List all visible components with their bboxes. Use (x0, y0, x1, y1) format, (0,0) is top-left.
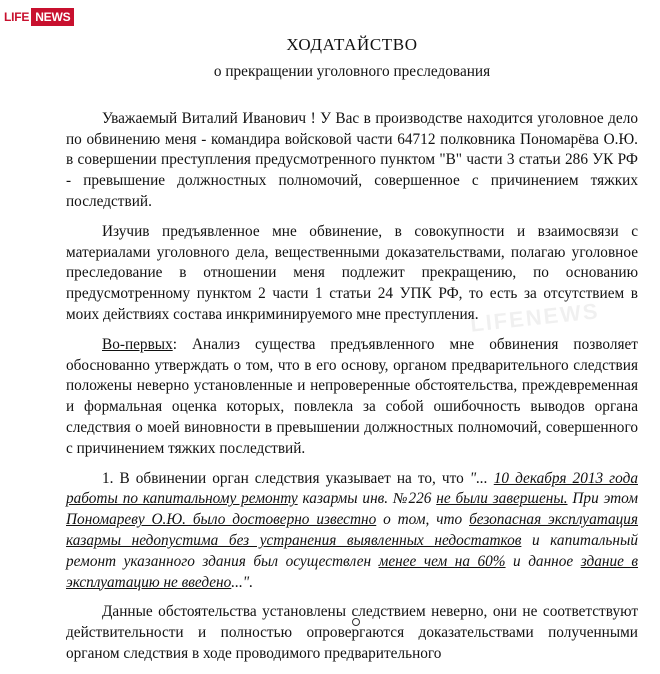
p4-barracks: казармы инв. №226 (297, 490, 437, 508)
paragraph-3-label: Во-первых (102, 335, 173, 353)
p4-quote-close: ...". (231, 573, 254, 591)
p4-not-completed: не были завершены. (436, 490, 568, 508)
p4-date: 10 декабря 2013 года (493, 469, 638, 487)
p4-percent: менее чем на 60% (378, 552, 506, 570)
p4-and: и данное (505, 552, 581, 570)
p4-at-this: При этом (567, 490, 638, 508)
paragraph-4 (66, 469, 638, 594)
p4-not-commissioned: здание в эксплуатацию не введено (66, 552, 639, 591)
paragraph-3 (66, 335, 638, 460)
paragraph-5: Данные обстоятельства установлены следствием неверно, они не соответствуют действительности и полностью опровергаются доказательствами полученными органом следствия в ходе проводимого предварительного (66, 603, 638, 662)
document (66, 30, 638, 674)
document-title: ХОДАТАЙСТВО (286, 35, 418, 54)
logo-life-text: LIFE (4, 10, 30, 24)
paragraph-1: Уважаемый Виталий Иванович ! У Вас в производстве находится уголовное дело по обвинению меня - командира войсковой части 64712 полковника Пономарёва О.Ю. в совершении преступления предусмотренного пунктом "В" части 3 статьи 286 УК РФ - превышение должностных полномочий, совершенное с причинением тяжких последствий. (66, 109, 638, 210)
p4-works: работы по капитальному ремонту (66, 490, 298, 508)
p4-quote-open: "... (469, 469, 494, 487)
lifenews-logo (4, 8, 74, 26)
document-subtitle: о прекращении уголовного преследования (213, 63, 491, 80)
paragraph-2: Изучив предъявленное мне обвинение, в совокупности и взаимосвязи с материалами уголовного дела, вещественными доказательствами, полагаю уголовное преследование в отношении меня подлежит прекращению, по основанию предусмотренному пунктом 2 части 1 статьи 24 УПК РФ, то есть за отсутствием в моих действиях состава инкриминируемого мне преступления. (66, 222, 638, 323)
p4-known: Пономареву О.Ю. было достоверно известно (66, 511, 377, 529)
watermark: LIFENEWS (468, 298, 601, 337)
p4-that: о том, что (376, 511, 470, 529)
p4-intro: 1. В обвинении орган следствия указывает на то, что (102, 469, 470, 487)
logo-news-text: NEWS (31, 8, 74, 26)
p4-safe-operation: безопасная эксплуатация казармы недопустима без устранения выявленных недостатков (66, 511, 639, 549)
p4-repair: и капитальный ремонт указанного здания был осуществлен (66, 531, 638, 570)
paragraph-3-text: : Анализ существа предъявленного мне обвинения позволяет обоснованно утверждать о том, что в его основу, органом предварительного следствия положены неверно установленные и непроверенные обстоятельства, преждевременная и формальная оценка которых, повлекла за собой ошибочность выводов органа следствия о моей виновности в превышении должностных полномочий, совершенного с причинением тяжких последствий. (66, 335, 638, 457)
page-hole-mark (352, 618, 360, 626)
